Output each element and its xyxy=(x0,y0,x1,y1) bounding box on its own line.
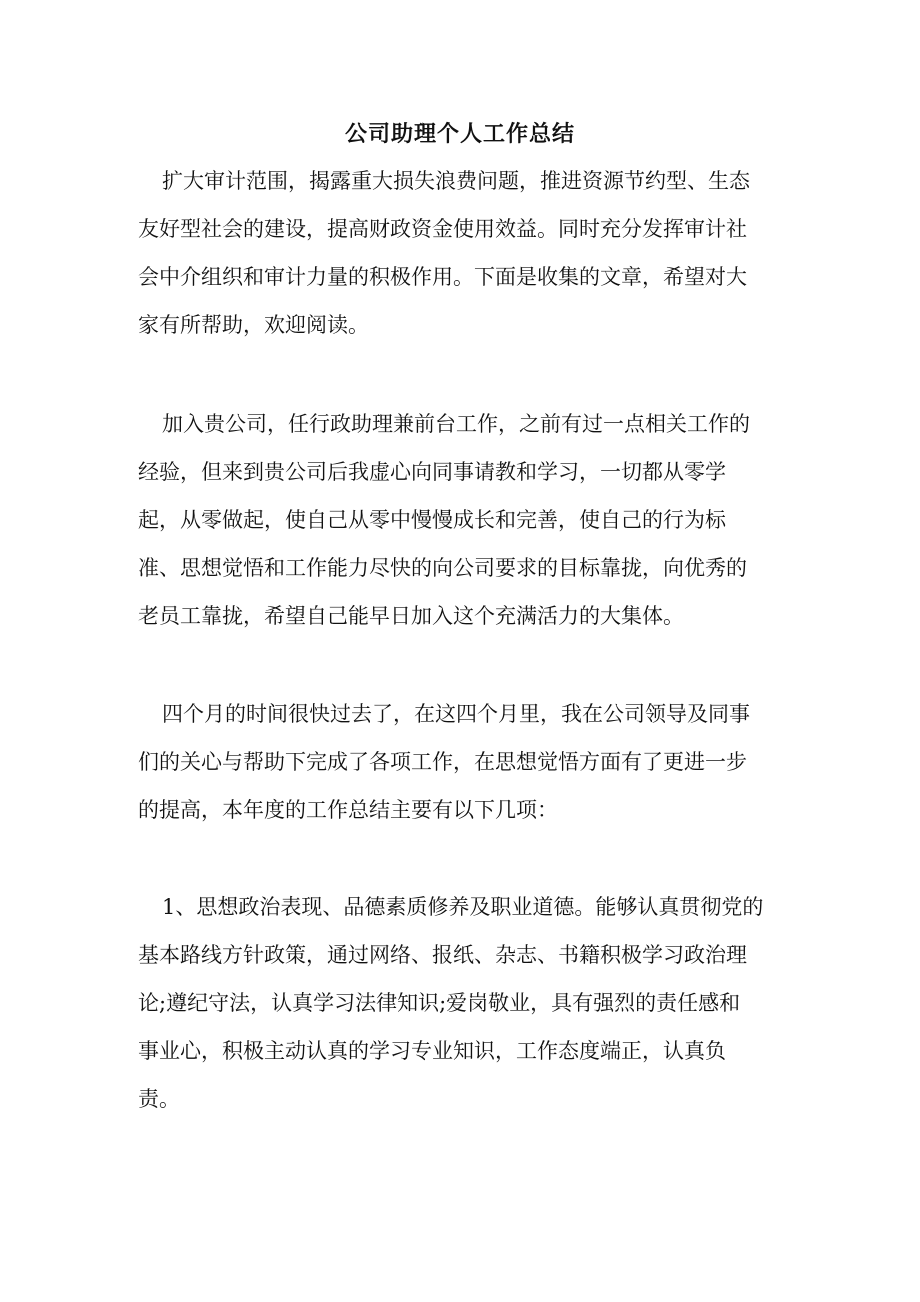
paragraph-line: 加入贵公司，任行政助理兼前台工作，之前有过一点相关工作的 xyxy=(162,412,750,436)
paragraph-line: 的提高，本年度的工作总结主要有以下几项： xyxy=(138,798,558,822)
paragraph-line: 会中介组织和审计力量的积极作用。下面是收集的文章，希望对大 xyxy=(138,265,747,289)
paragraph-line: 们的关心与帮助下完成了各项工作，在思想觉悟方面有了更进一步 xyxy=(138,750,747,774)
paragraph-item-1 xyxy=(138,883,778,1123)
paragraph-line: 友好型社会的建设，提高财政资金使用效益。同时充分发挥审计社 xyxy=(138,217,747,241)
paragraph-line: 基本路线方针政策，通过网络、报纸、杂志、书籍积极学习政治理 xyxy=(138,943,747,967)
paragraph-line: 1、思想政治表现、品德素质修养及职业道德。能够认真贯彻党的 xyxy=(162,895,764,919)
paragraph-joining xyxy=(138,400,778,640)
document-title: 公司助理个人工作总结 xyxy=(344,121,575,147)
paragraph-line: 经验，但来到贵公司后我虚心向同事请教和学习，一切都从零学 xyxy=(138,460,726,484)
paragraph-line: 老员工靠拢，希望自己能早日加入这个充满活力的大集体。 xyxy=(138,604,684,628)
paragraph-line: 家有所帮助，欢迎阅读。 xyxy=(138,313,369,337)
paragraph-four-months xyxy=(138,690,778,834)
paragraph-line: 准、思想觉悟和工作能力尽快的向公司要求的目标靠拢，向优秀的 xyxy=(138,556,747,580)
paragraph-line: 事业心，积极主动认真的学习专业知识，工作态度端正，认真负 xyxy=(138,1039,726,1063)
paragraph-intro xyxy=(138,157,778,349)
paragraph-line: 责。 xyxy=(138,1087,180,1111)
paragraph-line: 四个月的时间很快过去了，在这四个月里，我在公司领导及同事 xyxy=(162,702,750,726)
paragraph-line: 扩大审计范围，揭露重大损失浪费问题，推进资源节约型、生态 xyxy=(162,169,750,193)
paragraph-line: 起，从零做起，使自己从零中慢慢成长和完善，使自己的行为标 xyxy=(138,508,726,532)
paragraph-line: 论;遵纪守法，认真学习法律知识;爱岗敬业，具有强烈的责任感和 xyxy=(138,991,741,1015)
